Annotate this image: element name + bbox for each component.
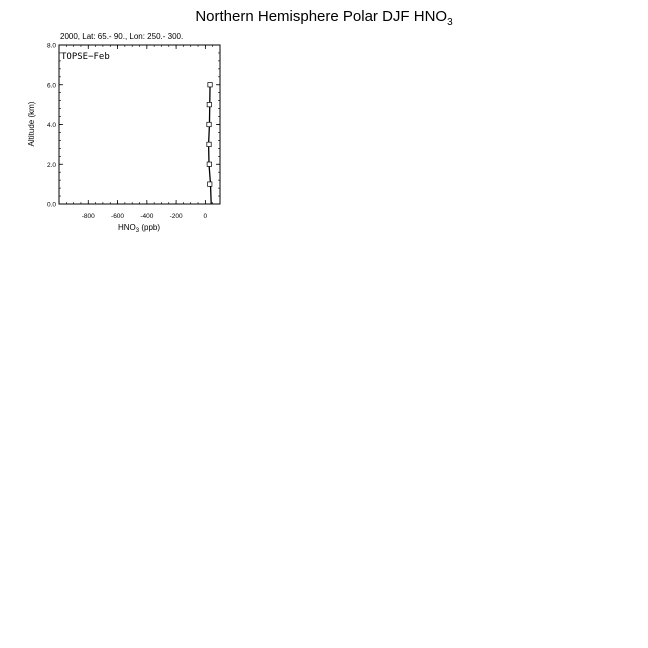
- y-tick-label: 0.0: [46, 201, 56, 209]
- x-axis-title-suffix: (ppb): [139, 223, 161, 232]
- x-axis-title: [118, 223, 160, 234]
- page-title: Northern Hemisphere Polar DJF $HNO_3$: [195, 8, 453, 28]
- axes: [47, 43, 220, 221]
- y-tick-label: 8.0: [46, 42, 56, 50]
- observation-marker: [207, 102, 211, 106]
- plot-frame: [59, 45, 220, 204]
- x-tick-label: -200: [169, 213, 183, 220]
- campaign-label: TOPSE−Feb: [61, 52, 110, 62]
- y-tick-label: 2.0: [46, 161, 56, 169]
- x-tick-label: -600: [111, 213, 125, 220]
- observation-marker: [207, 142, 211, 146]
- x-tick-label: 0: [203, 213, 208, 220]
- chart-subtitle: 2000, Lat: 65.- 90., Lon: 250.- 300.: [60, 32, 184, 41]
- y-tick-label: 4.0: [46, 122, 56, 129]
- x-tick-label: -400: [140, 213, 154, 220]
- y-axis-title: Altitude (km): [27, 101, 36, 147]
- x-tick-label: -800: [81, 213, 95, 220]
- data-layer: [207, 83, 212, 204]
- y-tick-label: 6.0: [46, 82, 56, 90]
- x-axis-title-prefix: HNO: [117, 223, 136, 232]
- x-axis-title-subscript: 3: [135, 228, 140, 234]
- observation-marker: [207, 122, 211, 126]
- observation-marker: [208, 182, 212, 186]
- observation-marker: [207, 162, 211, 166]
- observation-marker: [208, 83, 212, 87]
